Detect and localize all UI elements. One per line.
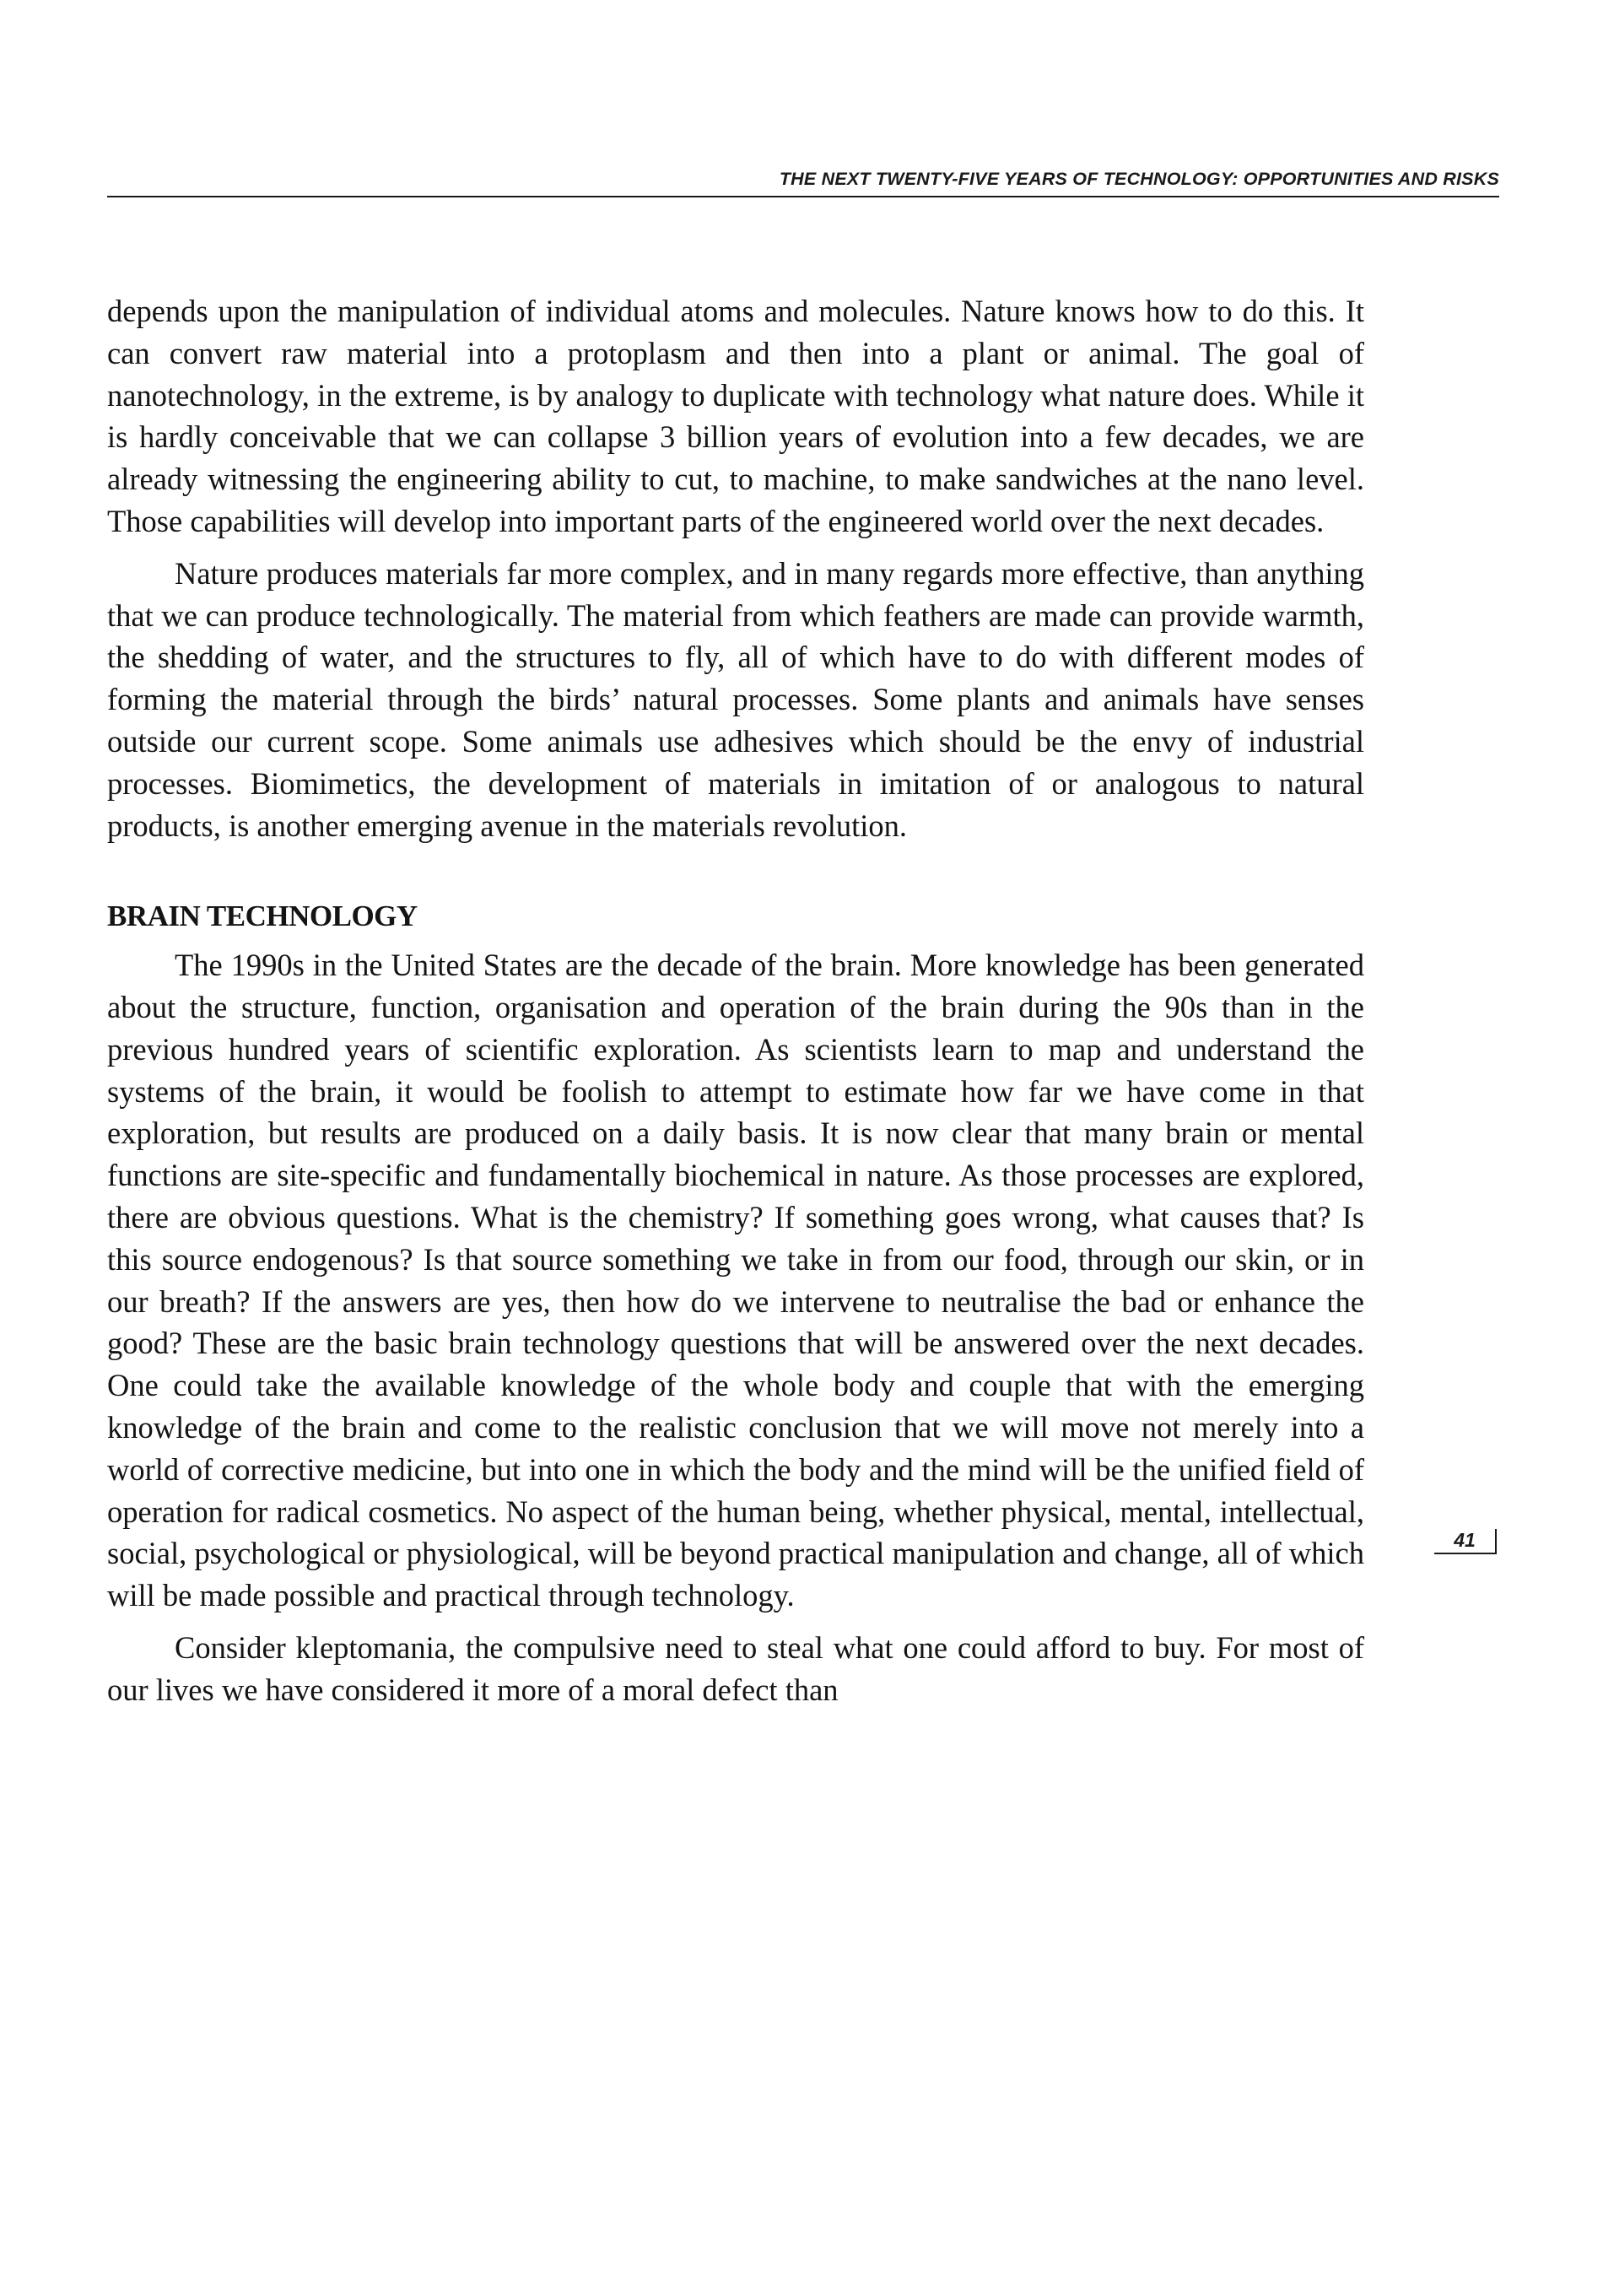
paragraph: depends upon the manipulation of individual atoms and molecules. Nature knows how to do this. It can convert raw material into a protoplasm and then into a plant or animal. The goal of nanotechnology, in the extreme, is by analogy to duplicate with technology what nature does. While it is hardly conceivable that we can collapse 3 billion years of evolution into a few decades, we are already witnessing the engineering ability to cut, to machine, to make sandwiches at the nano level. Those capabilities will develop into important parts of the engineered world over the next decades. xyxy=(107,294,1364,538)
paragraph: Consider kleptomania, the compulsive need to steal what one could afford to buy. For most of our lives we have considered it more of a moral defect than xyxy=(107,1629,1364,1707)
section-heading: BRAIN TECHNOLOGY xyxy=(107,899,418,933)
running-head: THE NEXT TWENTY-FIVE YEARS OF TECHNOLOGY: OPPORTUNITIES AND RISKS xyxy=(779,169,1499,189)
header-rule xyxy=(107,196,1499,197)
body-text xyxy=(107,290,1364,1711)
paragraph: Nature produces materials far more complex, and in many regards more effective, than anything that we can produce technologically. The material from which feathers are made can provide warmth, the shedding of water, and the structures to fly, all of which have to do with different modes of forming the material through the birds’ natural processes. Some plants and animals have senses outside our current scope. Some animals use adhesives which should be the envy of industrial processes. Biomimetics, the development of materials in imitation of or analogous to natural products, is another emerging avenue in the materials revolution. xyxy=(107,555,1364,843)
page-number: 41 xyxy=(1434,1529,1497,1554)
paragraph: The 1990s in the United States are the decade of the brain. More knowledge has been generated about the structure, function, organisation and operation of the brain during the 90s than in the previous hundred years of scientific exploration. As scientists learn to map and understand the systems of the brain, it would be foolish to attempt to estimate how far we have come in that exploration, but results are produced on a daily basis. It is now clear that many brain or mental functions are site-specific and fundamentally biochemical in nature. As those processes are explored, there are obvious questions. What is the chemistry? If something goes wrong, what causes that? Is this source endogenous? Is that source something we take in from our food, through our skin, or in our breath? If the answers are yes, then how do we intervene to neutralise the bad or enhance the good? These are the basic brain technology questions that will be answered over the next decades. One could take the available knowledge of the whole body and couple that with the emerging knowledge of the brain and come to the realistic conclusion that we will move not merely into a world of corrective medicine, but into one in which the body and the mind will be the unified field of operation for radical cosmetics. No aspect of the human being, whether physical, mental, intellectual, social, psychological or physiological, will be beyond practical manipulation and change, all of which will be made possible and practical through technology. xyxy=(107,948,1364,1613)
